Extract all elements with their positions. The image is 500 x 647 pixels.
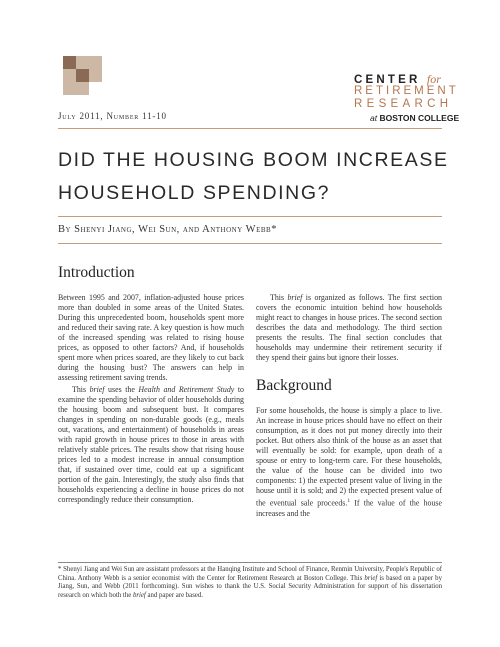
page-title-line-1: DID THE HOUSING BOOM INCREASE xyxy=(58,149,449,171)
intro-paragraph-3 xyxy=(256,293,442,363)
footnote-divider xyxy=(58,562,442,563)
intro-p3-post: is organized as follows. The first section covers the economic intuition behind how households might react to changes in house prices. The second section describes the data and methodology. The third section presents the results. The final section concludes that households may undermine their retirement security if they spend their gains but ignore their losses. xyxy=(256,293,442,362)
footnote-post: and paper are based. xyxy=(145,592,203,600)
footnote xyxy=(58,566,442,601)
logo-word-center: CENTER xyxy=(354,74,421,86)
logo-square-1 xyxy=(63,56,76,69)
logo-square-7 xyxy=(63,82,76,95)
logo-square-6 xyxy=(89,69,102,82)
issue-line: July 2011, Number 11-10 xyxy=(58,111,167,121)
logo-square-5 xyxy=(76,69,89,82)
footnote-brief-1: brief xyxy=(364,574,378,582)
logo-word-research: RESEARCH xyxy=(354,98,453,110)
footnote-ref-1: 1 xyxy=(347,498,351,504)
title-divider xyxy=(58,216,442,217)
right-column-background xyxy=(256,406,442,519)
logo-square-3 xyxy=(89,56,102,69)
background-p1-tail: If the value of the house increases and the xyxy=(256,498,442,518)
page-title-line-2: HOUSEHOLD SPENDING? xyxy=(58,182,331,204)
logo-word-retirement: RETIREMENT xyxy=(354,85,459,97)
footnote-mid: is based on a paper by Jiang, Sun, and Webb (2011 forthcoming). Sun wishes to thank the U.S. Social Security Administration for support of his dissertation research on which both the xyxy=(58,574,442,600)
author-divider xyxy=(58,243,442,244)
logo-word-at: at xyxy=(370,113,378,123)
background-heading: Background xyxy=(256,377,332,394)
logo-word-for: for xyxy=(426,72,441,86)
intro-p2-pre: This xyxy=(72,385,90,394)
intro-heading: Introduction xyxy=(58,264,135,281)
logo-boston-college xyxy=(370,113,459,123)
intro-p2-post: to examine the spending behavior of older households during the housing boom and subsequent bust. It compares changes in spending on non-durable goods (e.g., meals out, vacations, and entertainment) of households in areas with rapid growth in house prices to those in areas with relatively stable prices. The results show that rising house prices led to a modest increase in annual consumption that, if sustained over time, could eat up a significant portion of the gain. Interestingly, the study also finds that households experiencing a decline in house prices do not correspondingly reduce their consumption. xyxy=(58,385,244,504)
header-divider xyxy=(58,128,442,129)
intro-p2-brief: brief xyxy=(89,385,105,394)
intro-p3-brief: brief xyxy=(287,293,303,302)
footnote-pre: * Shenyi Jiang and Wei Sun are assistant professors at the Hanqing Institute and School of Finance, Renmin University, People's Republic of China. Anthony Webb is a senior economist with the Center for Retirement Research at Boston College. This xyxy=(58,566,442,582)
logo-word-college: BOSTON COLLEGE xyxy=(379,113,460,123)
left-column xyxy=(58,293,244,505)
intro-p3-pre: This xyxy=(270,293,288,302)
intro-p2-mid: uses the xyxy=(104,385,139,394)
background-p1-text: For some households, the house is simply a place to live. An increase in house prices should have no effect on their consumption, as it does not put money directly into their pocket. But others also think of the house as an asset that will eventually be sold: for example, upon death of a spouse or entry to long-term care. For these households, the value of the house can be divided into two components: 1) the expected present value of living in the house until it is sold; and 2) the expected present value of the eventual sale proceeds. xyxy=(256,406,442,508)
footnote-brief-2: brief xyxy=(132,592,146,600)
right-column-intro xyxy=(256,293,442,363)
logo-square-2 xyxy=(76,56,89,69)
intro-paragraph-2 xyxy=(58,385,244,505)
intro-p2-hrs: Health and Retirement Study xyxy=(138,385,235,394)
logo-square-4 xyxy=(63,69,76,82)
background-paragraph-1 xyxy=(256,406,442,519)
intro-paragraph-1: Between 1995 and 2007, inflation-adjusted house prices more than doubled in some areas of the United States. During this unprecedented boom, households spent more and reduced their saving rate. A key question is how much of the increased spending was related to rising house prices, as opposed to other factors? And, if households spent more when prices soared, are they likely to cut back during the housing bust? The answers can help in assessing retirement saving trends. xyxy=(58,293,244,382)
logo-square-8 xyxy=(76,82,89,95)
author-line: By Shenyi Jiang, Wei Sun, and Anthony Webb* xyxy=(58,224,277,235)
